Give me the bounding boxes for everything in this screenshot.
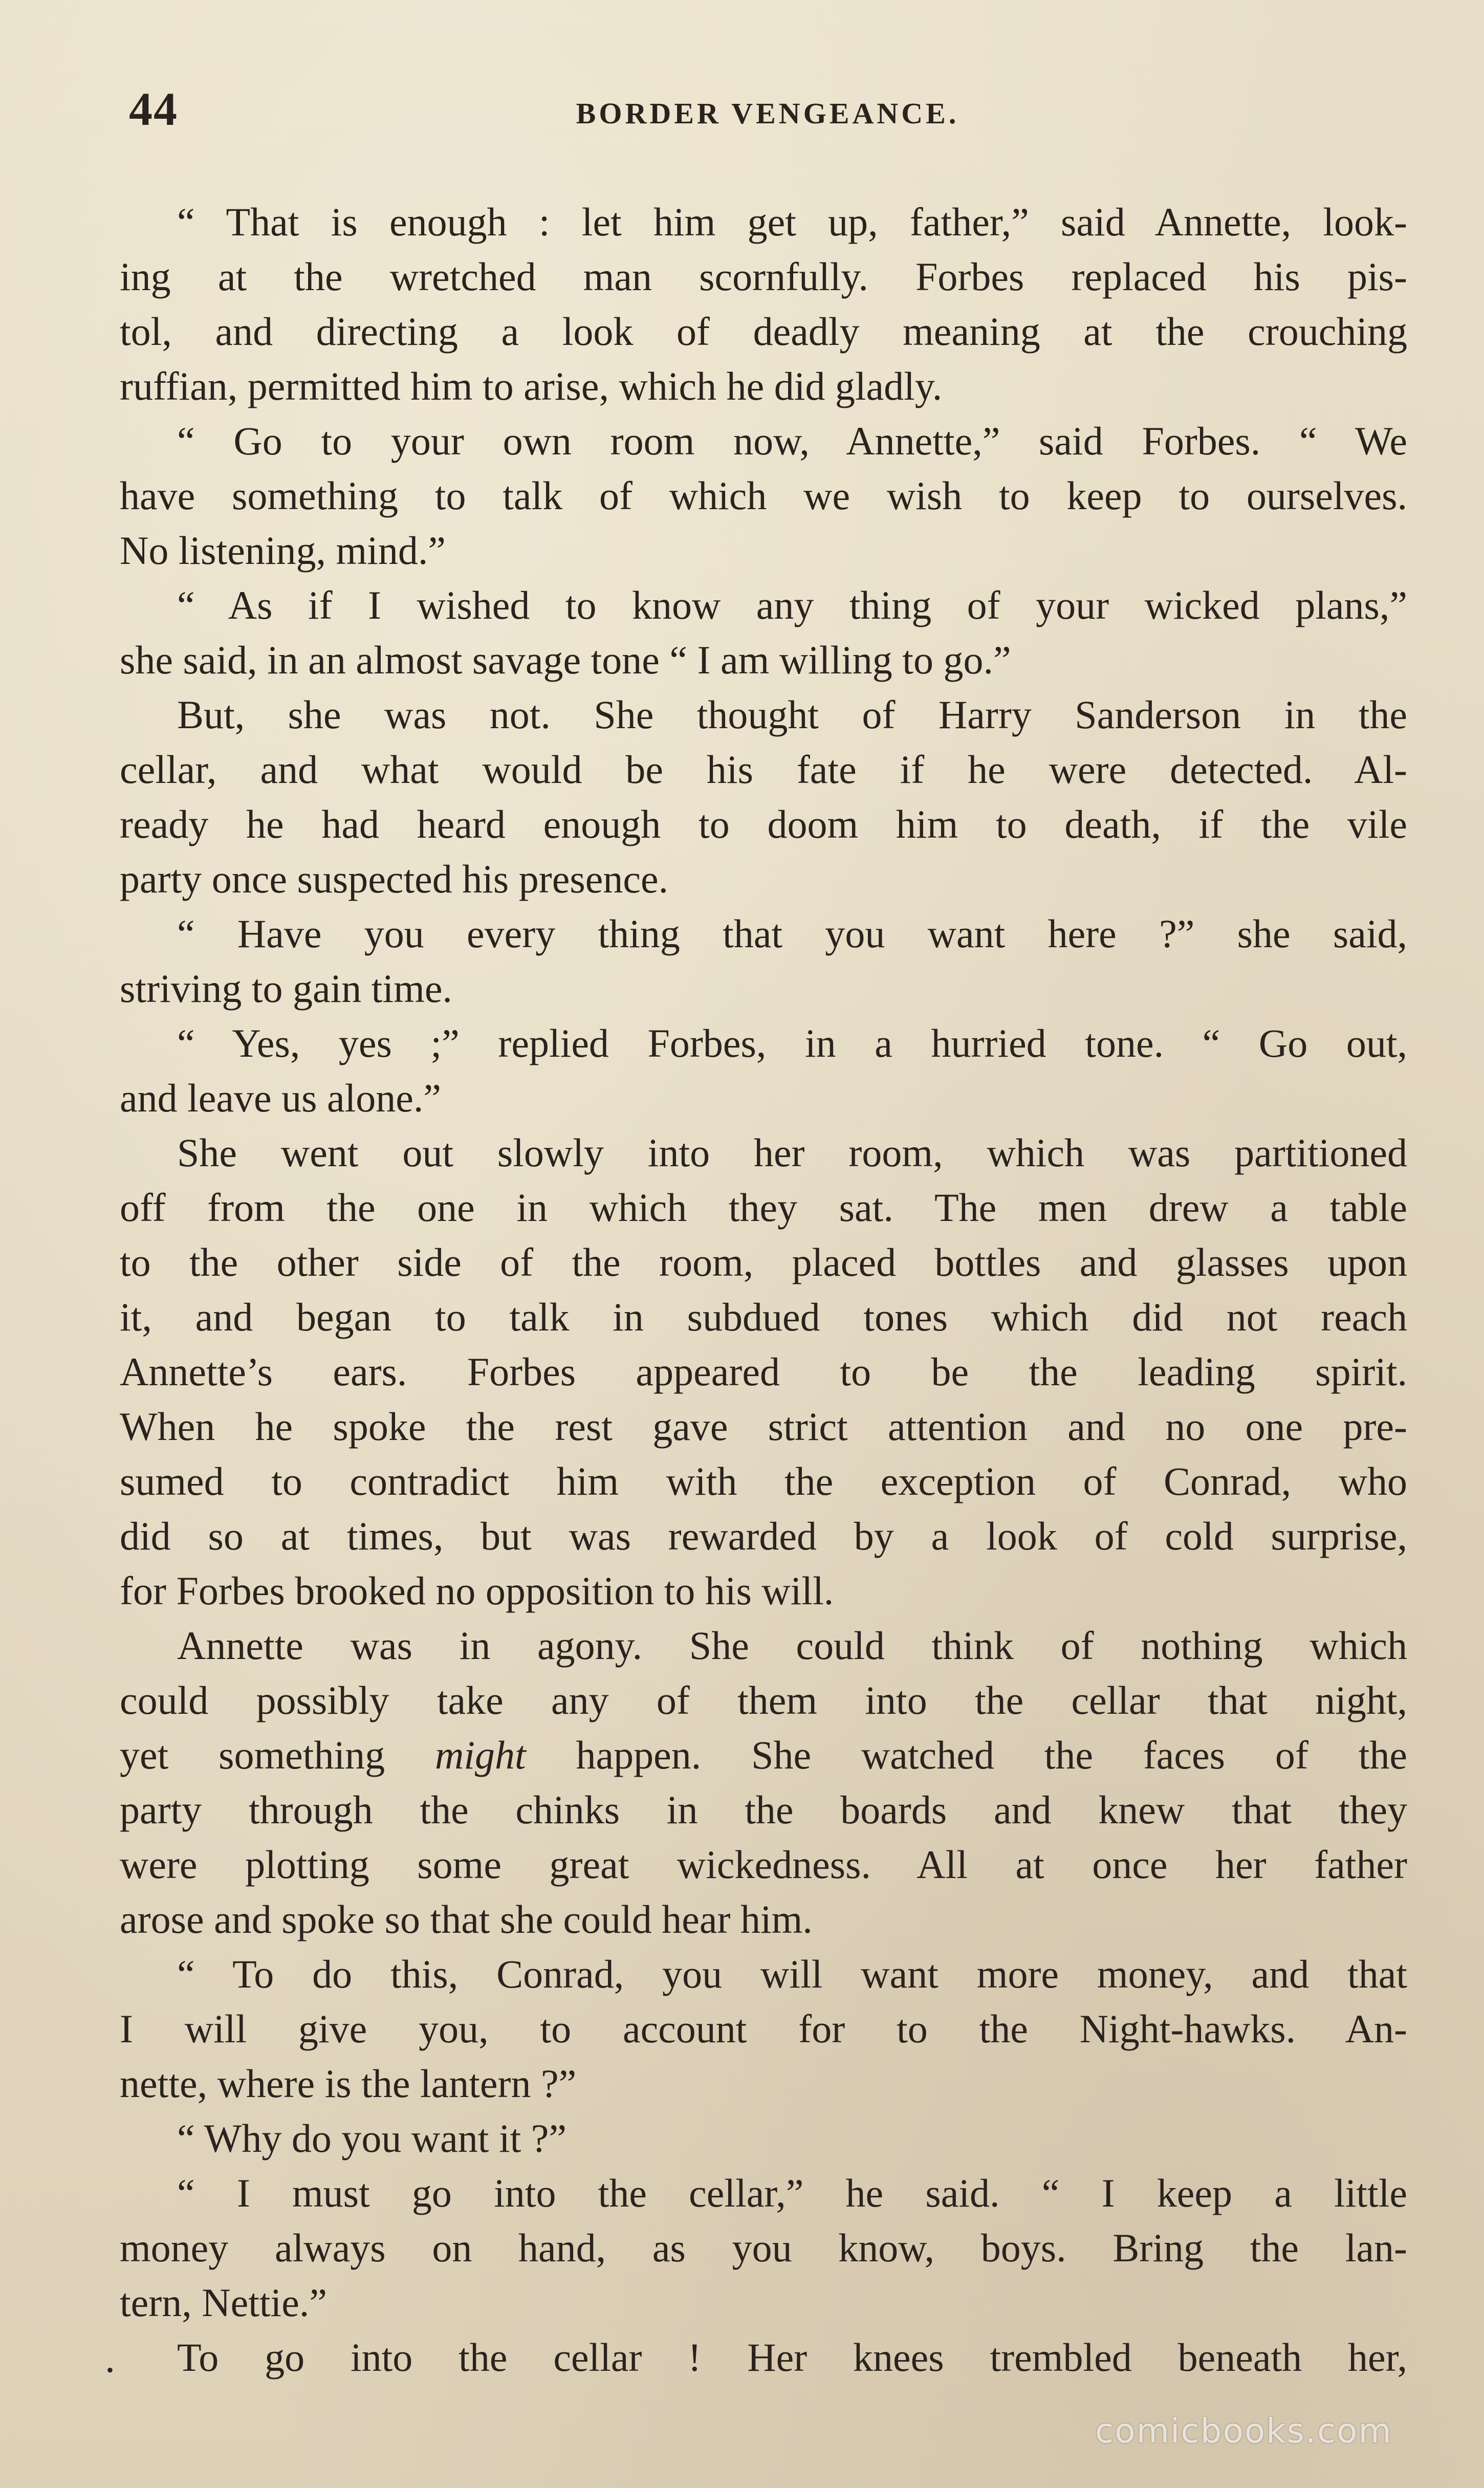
text-line: I will give you, to account for to the Night-hawks. An-	[120, 2006, 1407, 2051]
text-line: she said, in an almost savage tone “ I am willing to go.”	[120, 638, 1011, 682]
text-segment: happen. She watched the faces of the	[526, 1733, 1407, 1777]
text-segment: yet something	[120, 1733, 435, 1777]
text-line: could possibly take any of them into the cellar that night,	[120, 1678, 1407, 1722]
text-line: cellar, and what would be his fate if he were detected. Al-	[120, 747, 1407, 792]
text-line: did so at times, but was rewarded by a look of cold surprise,	[120, 1514, 1407, 1558]
text-line: it, and began to talk in subdued tones which did not reach	[120, 1295, 1407, 1339]
text-line: sumed to contradict him with the exception of Conrad, who	[120, 1459, 1407, 1503]
text-line: Annette’s ears. Forbes appeared to be the leading spirit.	[120, 1349, 1407, 1394]
text-line: “ I must go into the cellar,” he said. “ I keep a little	[177, 2171, 1407, 2215]
text-line: and leave us alone.”	[120, 1076, 442, 1120]
text-line: ing at the wretched man scornfully. Forbes replaced his pis-	[120, 254, 1407, 299]
watermark-text: comicbooks.com	[1095, 2411, 1392, 2451]
text-line: ready he had heard enough to doom him to death, if the vile	[120, 802, 1407, 846]
text-line	[120, 1728, 1407, 1782]
text-line: were plotting some great wickedness. All at once her father	[120, 1842, 1407, 1887]
page-header	[123, 82, 1412, 138]
text-line: money always on hand, as you know, boys. Bring the lan-	[120, 2225, 1407, 2270]
page-number: 44	[129, 83, 178, 135]
text-line: tern, Nettie.”	[120, 2280, 327, 2325]
text-line: nette, where is the lantern ?”	[120, 2061, 577, 2106]
text-line: Annette was in agony. She could think of nothing which	[177, 1623, 1407, 1668]
text-line: for Forbes brooked no opposition to his will.	[120, 1568, 834, 1613]
text-line: off from the one in which they sat. The men drew a table	[120, 1185, 1407, 1230]
text-line: “ Have you every thing that you want here ?” she said,	[177, 911, 1407, 956]
bullet-dot-icon: •	[106, 2359, 114, 2382]
text-line: party once suspected his presence.	[120, 857, 669, 901]
text-line: “ Yes, yes ;” replied Forbes, in a hurried tone. “ Go out,	[177, 1021, 1407, 1065]
text-line: “ As if I wished to know any thing of your wicked plans,”	[177, 583, 1407, 627]
text-line: When he spoke the rest gave strict attention and no one pre-	[120, 1404, 1407, 1449]
body-text	[120, 194, 1407, 2385]
text-line: have something to talk of which we wish to keep to ourselves.	[120, 473, 1407, 518]
text-line: ruffian, permitted him to arise, which he did gladly.	[120, 364, 943, 408]
text-line: party through the chinks in the boards and knew that they	[120, 1787, 1407, 1832]
text-line: To go into the cellar ! Her knees trembled beneath her,	[177, 2335, 1407, 2380]
text-line: arose and spoke so that she could hear him.	[120, 1897, 813, 1941]
text-line: But, she was not. She thought of Harry Sanderson in the	[177, 692, 1407, 737]
text-line: No listening, mind.”	[120, 528, 446, 573]
text-line: to the other side of the room, placed bottles and glasses upon	[120, 1240, 1407, 1284]
text-line: “ Go to your own room now, Annette,” said Forbes. “ We	[177, 419, 1407, 463]
text-line: tol, and directing a look of deadly meaning at the crouching	[120, 309, 1407, 354]
emphasis-text: might	[435, 1733, 526, 1777]
text-line: “ That is enough : let him get up, father,” said Annette, look-	[177, 200, 1407, 244]
text-line: “ To do this, Conrad, you will want more money, and that	[177, 1952, 1407, 1996]
running-head: BORDER VENGEANCE.	[576, 97, 959, 130]
text-line: “ Why do you want it ?”	[177, 2116, 567, 2160]
text-line: striving to gain time.	[120, 966, 452, 1011]
text-line: She went out slowly into her room, which was partitioned	[177, 1130, 1407, 1175]
